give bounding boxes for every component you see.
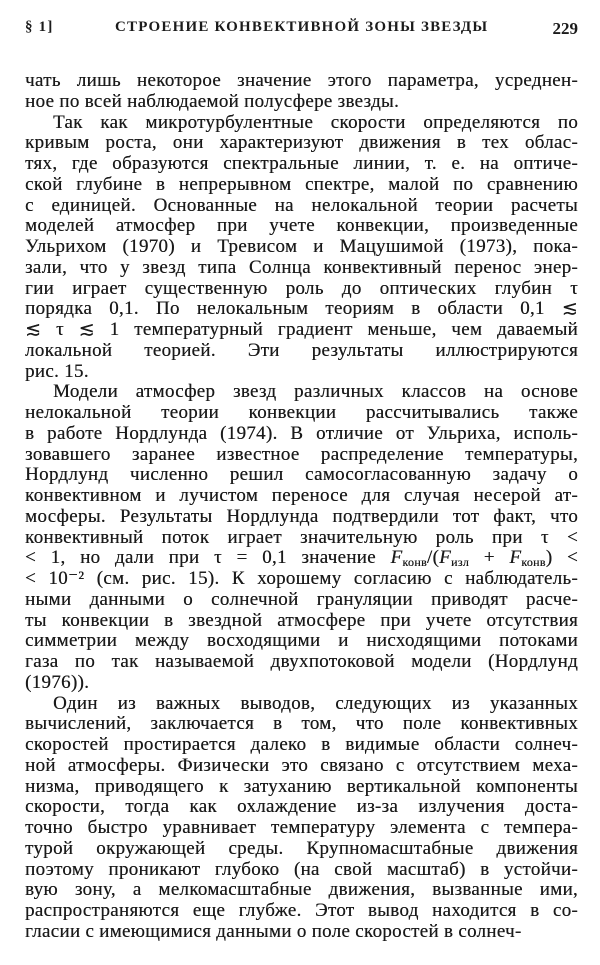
text-line: поэтому проникают глубоко (на свой масштаб) в устойчи-: [25, 859, 578, 880]
text-line: зали, что у звезд типа Солнца конвективный перенос энер-: [25, 257, 578, 278]
text-line: Один из важных выводов, следующих из указанных: [53, 693, 578, 714]
text-line: [25, 548, 578, 569]
math-subscript: изл: [451, 555, 470, 569]
text-line: ты конвекции в звездной атмосфере при учете отсутствия: [25, 610, 578, 631]
section-number: § 1]: [25, 19, 54, 35]
text-line: гласии с имеющимися данными о поле скоростей в солнеч-: [25, 921, 522, 942]
text-segment: ) <: [545, 548, 578, 569]
text-line: Ульрихом (1970) и Тревисом и Мацушимой (1973), пока-: [25, 237, 578, 257]
text-line: ской глубине в непрерывном спектре, малой по сравнению: [25, 174, 578, 195]
text-line: конвективный поток играет значительную роль при τ <: [25, 527, 578, 548]
text-line: < 10⁻² (см. рис. 15). К хорошему согласию с наблюдатель-: [25, 569, 578, 589]
math-symbol: F: [439, 548, 452, 569]
running-header: [25, 19, 578, 41]
paragraph: [25, 71, 578, 113]
text-line: нелокальной теории конвекции рассчитывались также: [25, 403, 578, 423]
text-line: Нордлунд численно решил самосогласованную задачу о: [25, 465, 578, 486]
text-line: чать лишь некоторое значение этого параметра, усреднен-: [25, 71, 578, 91]
text-line: низма, приводящего к затуханию вертикальной компоненты: [25, 776, 578, 797]
paragraph: [25, 382, 578, 693]
text-line: распространяются еще глубже. Этот вывод находится в со-: [25, 901, 578, 921]
math-symbol: F: [390, 548, 403, 569]
text-line: газа по так называемой двухпотоковой модели (Нордлунд: [25, 652, 578, 672]
text-line: с единицей. Основанные на нелокальной теории расчеты: [25, 195, 578, 216]
text-line: порядка 0,1. По нелокальным теориям в области 0,1 ≲: [25, 299, 578, 320]
math-subscript: конв: [521, 555, 546, 569]
paragraph: [25, 694, 578, 943]
text-line: гии играет существенную роль до оптических глубин τ: [25, 278, 578, 299]
text-line: скоростей простирается далеко в видимые области солнеч-: [25, 735, 578, 755]
text-line: турой окружающей среды. Крупномасштабные движения: [25, 838, 578, 859]
text-line: ной атмосферы. Физически это связано с отсутствием меха-: [25, 755, 578, 776]
text-line: рис. 15.: [25, 361, 89, 382]
body-text: [25, 71, 578, 943]
running-title: СТРОЕНИЕ КОНВЕКТИВНОЙ ЗОНЫ ЗВЕЗДЫ: [115, 19, 489, 35]
text-line: (1976)).: [25, 672, 90, 693]
text-line: в работе Нордлунда (1974). В отличие от Ульриха, исполь-: [25, 423, 578, 444]
text-line: моделей атмосфер при учете конвекции, произведенные: [25, 216, 578, 237]
text-line: конвективном и лучистом переносе для случая несерой ат-: [25, 486, 578, 506]
text-segment: +: [469, 548, 510, 569]
math-symbol: F: [509, 548, 522, 569]
text-line: локальной теорией. Эти результаты иллюстрируются: [25, 340, 578, 361]
text-line: ными данными о солнечной грануляции приводят расче-: [25, 589, 578, 610]
text-line: вую зону, а мелкомасштабные движения, вызванные ими,: [25, 880, 578, 901]
text-line: вычислений, заключается в том, что поле конвективных: [25, 714, 578, 735]
text-line: зовавшего заранее известное распределение температуры,: [25, 444, 578, 465]
text-line: Так как микротурбулентные скорости определяются по: [53, 112, 578, 133]
text-line: точно быстро уравнивает температуру элемента с темпера-: [25, 818, 578, 838]
text-line: ное по всей наблюдаемой полусфере звезды.: [25, 91, 400, 112]
math-subscript: конв: [402, 555, 427, 569]
text-line: тях, где образуются спектральные линии, т. е. на оптиче-: [25, 154, 578, 174]
text-line: мосферы. Результаты Нордлунда подтвердили тот факт, что: [25, 506, 578, 527]
text-segment: /(: [426, 548, 440, 569]
text-line: кривым роста, они характеризуют движения в тех облас-: [25, 133, 578, 154]
text-line: Модели атмосфер звезд различных классов на основе: [53, 382, 578, 403]
page-number: 229: [552, 19, 578, 38]
text-line: ≲ τ ≲ 1 температурный градиент меньше, чем даваемый: [25, 320, 578, 340]
text-line: скорости, тогда как охлаждение из-за излучения доста-: [25, 797, 578, 818]
text-line: симметрии между восходящими и нисходящими потоками: [25, 631, 578, 652]
text-segment: < 1, но дали при τ = 0,1 значение: [25, 548, 391, 569]
paragraph: [25, 113, 578, 383]
